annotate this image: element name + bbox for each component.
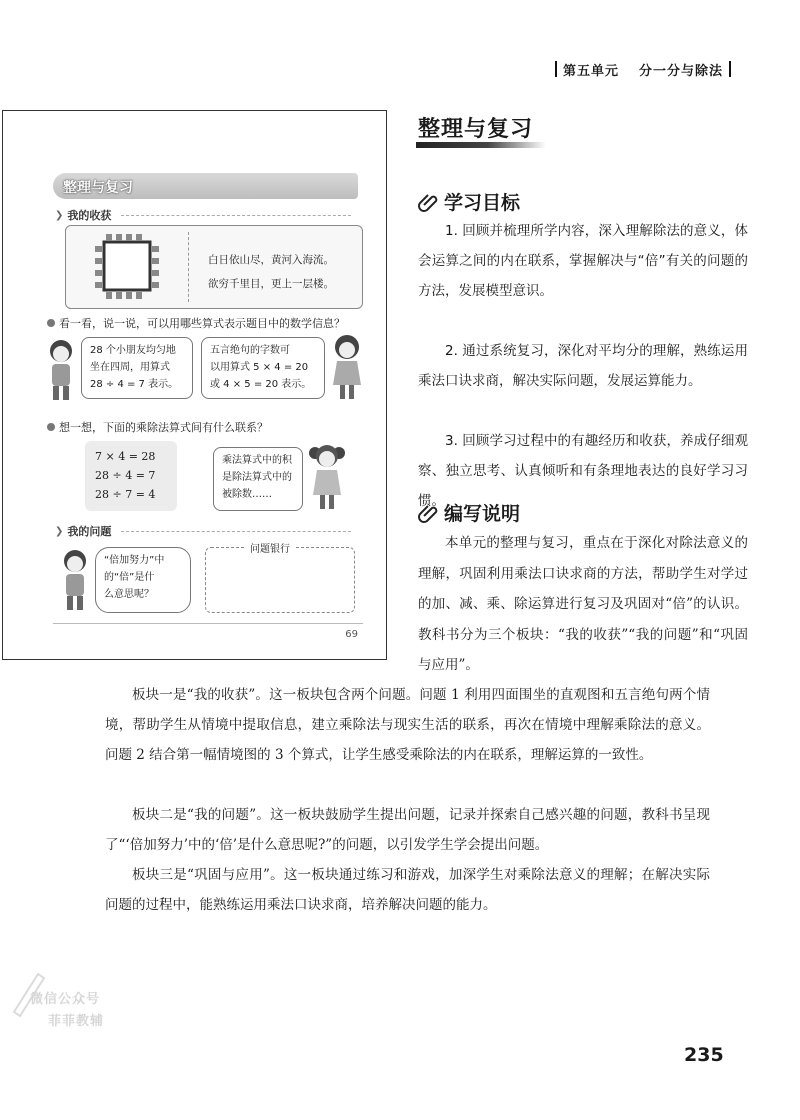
gains-scene-box bbox=[65, 225, 363, 309]
bubble-right-line: 以用算式 5 × 4 = 20 bbox=[210, 362, 309, 373]
paperclip-icon bbox=[418, 191, 440, 213]
goal-item: 1. 回顾并梳理所学内容，深入理解除法的意义，体会运算之间的内在联系，掌握解决与“倍”有关的问题的方法，发展模型意识。 bbox=[418, 223, 748, 299]
speech-bubble-equation bbox=[213, 447, 303, 511]
sub-heading-gains bbox=[55, 207, 351, 223]
poem-line-2: 欲穷千里目，更上一层楼。 bbox=[208, 278, 334, 290]
watermark bbox=[8, 968, 133, 1048]
equation-line: 28 ÷ 7 = 4 bbox=[95, 488, 156, 501]
sub-heading-gains-label: 我的收获 bbox=[67, 209, 112, 222]
equation-line: 7 × 4 = 28 bbox=[95, 450, 156, 463]
bullet-dot-icon bbox=[47, 319, 55, 327]
bubble-left-line: 坐在四周，用算式 bbox=[90, 362, 170, 373]
watermark-line-2: 菲菲教辅 bbox=[48, 1014, 105, 1029]
bubble-question-line: 么意思呢？ bbox=[104, 589, 154, 600]
running-header bbox=[555, 58, 745, 80]
paperclip-icon bbox=[418, 502, 440, 524]
equation-box bbox=[85, 441, 177, 511]
sub-heading-questions-label: 我的问题 bbox=[67, 525, 112, 538]
question-1 bbox=[47, 315, 345, 331]
textbook-page-figure bbox=[2, 110, 387, 660]
chevron-icon: ❯ bbox=[55, 209, 64, 221]
header-bar-left bbox=[555, 61, 557, 77]
goals-heading-label: 学习目标 bbox=[444, 192, 521, 214]
bubble-eq-line: 是除法算式中的 bbox=[222, 472, 292, 483]
textbook-footer-rule bbox=[53, 623, 363, 624]
goals-heading bbox=[418, 188, 520, 215]
speech-bubble-question bbox=[95, 547, 191, 613]
question-2-text: 想一想，下面的乘除法算式间有什么联系？ bbox=[59, 421, 268, 434]
equation-line: 28 ÷ 4 = 7 bbox=[95, 469, 156, 482]
scene-divider bbox=[188, 232, 189, 302]
section-title-underline bbox=[416, 142, 546, 148]
question-2 bbox=[47, 419, 268, 435]
poem-text bbox=[208, 248, 334, 296]
writing-notes-heading bbox=[418, 499, 520, 526]
bubble-left-line: 28 ÷ 4 = 7 表示。 bbox=[90, 379, 179, 390]
boy-thinking-illustration bbox=[57, 547, 93, 613]
section-title: 整理与复习 bbox=[418, 117, 534, 142]
goal-item: 3. 回顾学习过程中的有趣经历和收获，养成仔细观察、独立思考、认真倾听和有条理地表达的良好学习习惯。 bbox=[418, 433, 748, 509]
dashed-divider bbox=[121, 531, 351, 532]
speech-bubble-right bbox=[201, 337, 325, 399]
poem-line-1: 白日依山尽，黄河入海流。 bbox=[208, 254, 334, 266]
bubble-question-line: “倍加努力”中 bbox=[104, 555, 165, 566]
question-bank-label: 问题银行 bbox=[246, 540, 294, 555]
watermark-line-1: 微信公众号 bbox=[30, 992, 101, 1007]
goal-item: 2. 通过系统复习，深化对平均分的理解，熟练运用乘法口诀求商，解决实际问题，发展运算能力。 bbox=[418, 343, 748, 389]
bubble-left-line: 28 个小朋友均匀地 bbox=[90, 345, 176, 356]
bubble-eq-line: 被除数…… bbox=[222, 489, 272, 500]
bullet-dot-icon bbox=[47, 423, 55, 431]
question-bank-box bbox=[205, 544, 355, 613]
bubble-question-line: 的“倍”是什 bbox=[104, 572, 155, 583]
bubble-right-line: 五言绝句的字数可 bbox=[210, 345, 290, 356]
writing-notes-intro: 本单元的整理与复习，重点在于深化对除法意义的理解，巩固利用乘法口诀求商的方法，帮助学生对学过的加、减、乘、除运算进行复习及巩固对“倍”的认识。教科书分为三个板块：“我的收获”“我的问题”和“巩固与应用”。 bbox=[418, 535, 748, 673]
girl-illustration bbox=[329, 333, 365, 403]
body-paragraph-1: 板块一是“我的收获”。这一板块包含两个问题。问题 1 利用四面围坐的直观图和五言绝句两个情境，帮助学生从情境中提取信息，建立乘除法与现实生活的联系，再次在情境中理解乘除法的意义。问题 2 结合第一幅情境图的 3 个算式，让学生感受乘除法的内在联系，理解运算的一致性。 bbox=[105, 687, 710, 763]
speech-bubble-left bbox=[81, 337, 193, 399]
question-1-text: 看一看，说一说，可以用哪些算式表示题目中的数学信息？ bbox=[59, 317, 345, 330]
page-number: 235 bbox=[684, 1044, 724, 1066]
body-paragraph-2: 板块二是“我的问题”。这一板块鼓励学生提出问题，记录并探索自己感兴趣的问题，教科书呈现了“‘倍加努力’中的‘倍’是什么意思呢?”的问题，以引发学生学会提出问题。 bbox=[105, 807, 710, 853]
header-title: 分一分与除法 bbox=[639, 63, 724, 79]
chevron-icon: ❯ bbox=[55, 525, 64, 537]
body-paragraph-3: 板块三是“巩固与应用”。这一板块通过练习和游戏，加深学生对乘除法意义的理解；在解决实际问题的过程中，能熟练运用乘法口诀求商，培养解决问题的能力。 bbox=[105, 867, 710, 913]
textbook-banner-label: 整理与复习 bbox=[63, 180, 133, 196]
header-bar-right bbox=[729, 61, 731, 77]
bubble-eq-line: 乘法算式中的积 bbox=[222, 455, 292, 466]
girl-pigtails-illustration bbox=[307, 441, 347, 513]
bubble-right-line: 或 4 × 5 = 20 表示。 bbox=[210, 379, 312, 390]
textbook-banner bbox=[53, 173, 358, 199]
textbook-page-number: 69 bbox=[345, 629, 358, 640]
dashed-divider bbox=[121, 215, 351, 216]
table-seating-illustration bbox=[94, 232, 160, 302]
sub-heading-questions bbox=[55, 523, 351, 539]
writing-notes-heading-label: 编写说明 bbox=[444, 503, 521, 525]
boy-illustration bbox=[43, 337, 79, 403]
header-unit: 第五单元 bbox=[563, 63, 620, 79]
